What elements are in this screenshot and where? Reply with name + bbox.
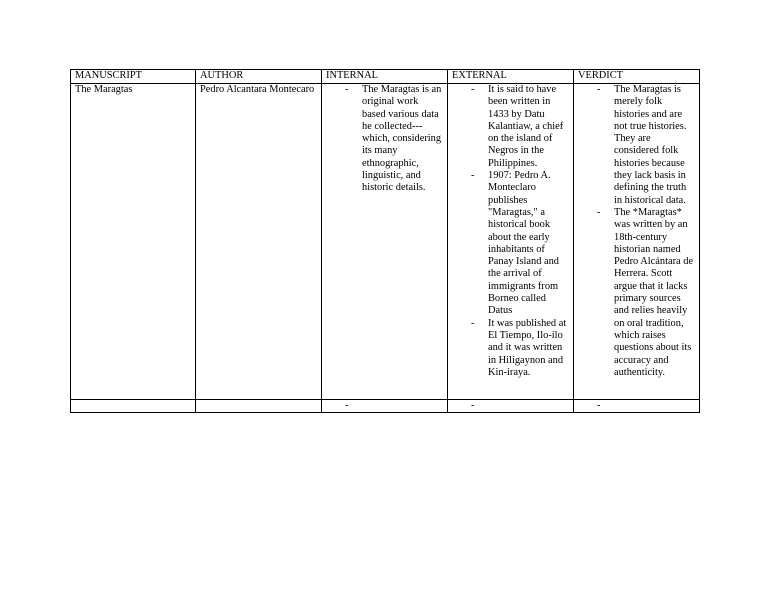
cell-author: Pedro Alcantara Montecaro	[196, 84, 322, 400]
list-item: - It is said to have been written in 1433 by Datu Kalantiaw, a chief on the island of Negros in the Philippines.	[452, 84, 569, 170]
table-row	[71, 84, 700, 400]
cell-manuscript: The Maragtas	[71, 84, 196, 400]
header-external: EXTERNAL	[448, 70, 574, 84]
list-item: - The Maragtas is an original work based various data he collected---which, considering its many ethnographic, linguistic, and historic details.	[326, 84, 443, 195]
header-internal: INTERNAL	[322, 70, 448, 84]
cell-external	[448, 84, 574, 400]
external-list	[452, 84, 569, 379]
table-row-empty	[71, 400, 700, 413]
header-author: AUTHOR	[196, 70, 322, 84]
cell-verdict	[574, 84, 700, 400]
list-item: - The Maragtas is merely folk histories and are not true histories. They are considered folk histories because they lack basis in defining the truth in historical data.	[578, 84, 695, 207]
cell-empty	[71, 400, 196, 413]
header-manuscript: MANUSCRIPT	[71, 70, 196, 84]
cell-dash: -	[448, 400, 574, 413]
internal-list	[326, 84, 443, 195]
cell-internal	[322, 84, 448, 400]
header-verdict: VERDICT	[574, 70, 700, 84]
cell-dash: -	[322, 400, 448, 413]
list-item: - It was published at El Tiempo, Ilo-ilo and it was written in Hiligaynon and Kin-iraya.	[452, 318, 569, 379]
verdict-list	[578, 84, 695, 379]
manuscript-evaluation-table	[70, 69, 700, 413]
cell-dash: -	[574, 400, 700, 413]
list-item: - The *Maragtas* was written by an 18th-century historian named Pedro Alcántara de Herrera. Scott argue that it lacks primary sources and relies heavily on oral tradition, which raises questions about its accuracy and authenticity.	[578, 207, 695, 379]
list-item: - 1907: Pedro A. Monteclaro publishes "Maragtas," a historical book about the early inhabitants of Panay Island and the arrival of immigrants from Borneo called Datus	[452, 170, 569, 318]
cell-empty	[196, 400, 322, 413]
table-header-row	[71, 70, 700, 84]
